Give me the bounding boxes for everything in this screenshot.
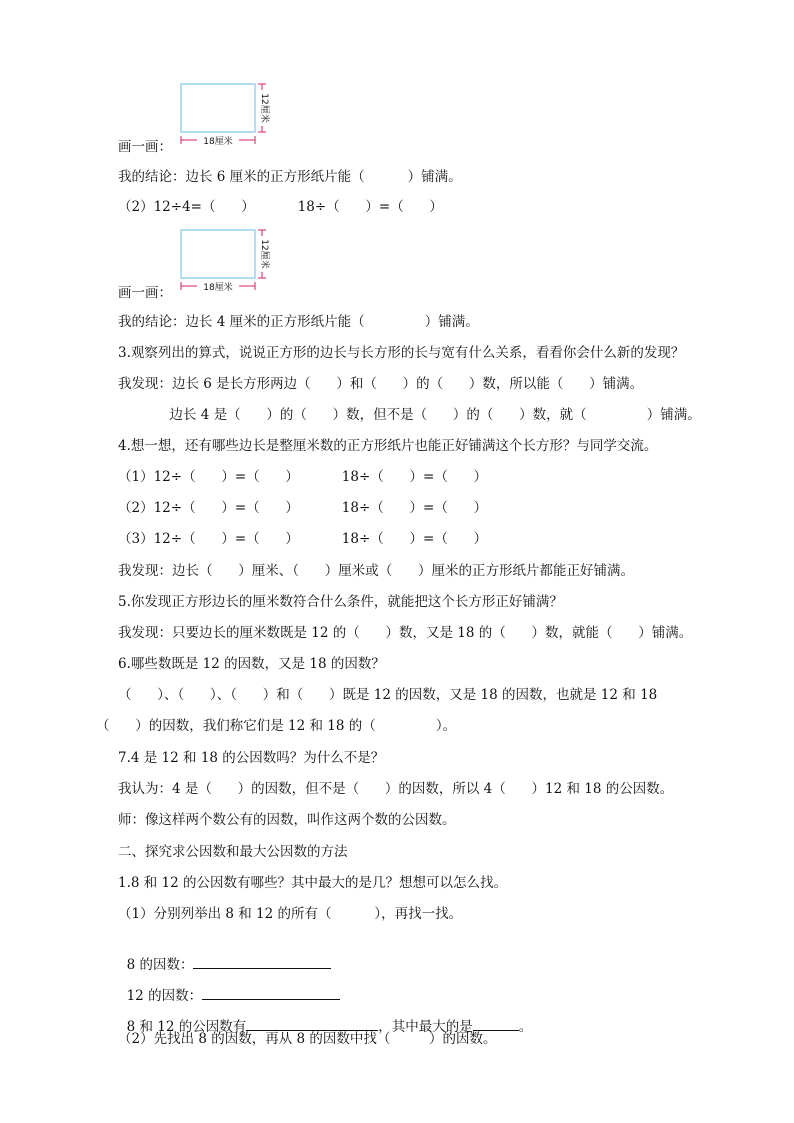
max-factor-label: ，其中最大的是	[378, 1019, 473, 1035]
height-label: 12厘米	[259, 93, 269, 123]
question-7: 7.4 是 12 和 18 的公因数吗？为什么不是？	[118, 750, 385, 766]
height-label: 12厘米	[259, 239, 269, 269]
width-label: 18厘米	[203, 137, 233, 147]
rectangle-figure-2	[180, 228, 272, 294]
rectangle-outline	[181, 230, 255, 278]
finding-4: 我发现：边长（ ）厘米、（ ）厘米或（ ）厘米的正方形纸片都能正好铺满。	[118, 563, 634, 579]
factors-of-8-label: 8 的因数：	[126, 957, 194, 973]
equation-2: （2）12÷4=（ ） 18÷（ ）=（ ）	[118, 199, 443, 215]
answer-7: 我认为：4 是（ ）的因数，但不是（ ）的因数，所以 4（ ）12 和 18 的公因数。	[118, 781, 674, 797]
draw-label-2: 画一画：	[118, 285, 172, 301]
finding-3a: 我发现：边长 6 是长方形两边（ ）和（ ）的（ ）数，所以能（ ）铺满。	[118, 376, 644, 392]
end-mark: 。	[518, 1019, 533, 1035]
conclusion-1: 我的结论：边长 6 厘米的正方形纸片能（ ）铺满。	[118, 169, 462, 185]
equation-row-2: （2）12÷（ ）=（ ） 18÷（ ）=（ ）	[118, 500, 488, 516]
factors-of-12-label: 12 的因数：	[126, 988, 203, 1004]
finding-3b: 边长 4 是（ ）的（ ）数，但不是（ ）的（ ）数，就（ ）铺满。	[118, 407, 701, 423]
max-factor-blank[interactable]	[473, 1016, 519, 1031]
answer-6b: （ ）的因数，我们称它们是 12 和 18 的（ ）。	[96, 718, 457, 734]
equation-row-1: （1）12÷（ ）=（ ） 18÷（ ）=（ ）	[118, 469, 488, 485]
common-factors-blank[interactable]	[246, 1016, 378, 1031]
common-factors-label: 8 和 12 的公因数有	[126, 1019, 247, 1035]
question-4: 4.想一想，还有哪些边长是整厘米数的正方形纸片也能正好铺满这个长方形？与同学交流。	[118, 438, 658, 454]
teacher-note: 师：像这样两个数公有的因数，叫作这两个数的公因数。	[118, 812, 456, 828]
step-1: （1）分别列举出 8 和 12 的所有（ ），再找一找。	[118, 906, 463, 922]
equation-row-3: （3）12÷（ ）=（ ） 18÷（ ）=（ ）	[118, 531, 488, 547]
part-2-question-1: 1.8 和 12 的公因数有哪些？其中最大的是几？想想可以怎么找。	[118, 875, 508, 891]
width-label: 18厘米	[203, 283, 233, 293]
conclusion-2: 我的结论：边长 4 厘米的正方形纸片能（ ）铺满。	[118, 314, 479, 330]
answer-6a: （ ）、（ ）、（ ）和（ ）既是 12 的因数，又是 18 的因数，也就是 12 和 18	[118, 687, 658, 703]
finding-5: 我发现：只要边长的厘米数既是 12 的（ ）数，又是 18 的（ ）数，就能（ ）铺满。	[118, 625, 693, 641]
question-3: 3.观察列出的算式，说说正方形的边长与长方形的长与宽有什么关系，看看你会什么新的发现？	[118, 345, 685, 361]
question-6: 6.哪些数既是 12 的因数，又是 18 的因数？	[118, 656, 385, 672]
part-2-heading: 二、探究求公因数和最大公因数的方法	[118, 844, 348, 860]
draw-label-1: 画一画：	[118, 139, 172, 155]
rectangle-figure-1	[180, 82, 272, 148]
step-2: （2）先找出 8 的因数，再从 8 的因数中找（ ）的因数。	[118, 1031, 497, 1047]
question-5: 5.你发现正方形边长的厘米数符合什么条件，就能把这个长方形正好铺满？	[118, 594, 563, 610]
rectangle-outline	[181, 84, 255, 132]
